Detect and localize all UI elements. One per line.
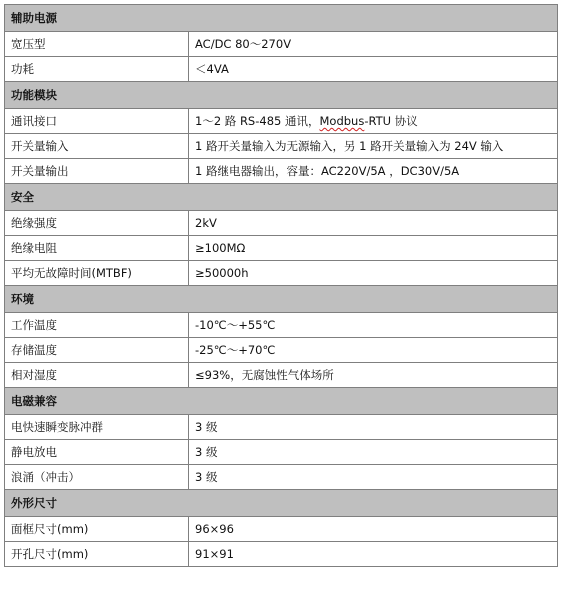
row-value: ≥100MΩ <box>189 236 558 261</box>
section-header-environment <box>5 286 558 313</box>
row-value: 3 级 <box>189 465 558 490</box>
table-row <box>5 32 558 57</box>
row-value: -25℃～+70℃ <box>189 338 558 363</box>
row-value: 91×91 <box>189 542 558 567</box>
row-value: 2kV <box>189 211 558 236</box>
table-row <box>5 57 558 82</box>
row-label: 绝缘电阻 <box>5 236 189 261</box>
table-row <box>5 134 558 159</box>
row-label: 通讯接口 <box>5 109 189 134</box>
table-row <box>5 261 558 286</box>
row-label: 静电放电 <box>5 440 189 465</box>
row-label: 电快速瞬变脉冲群 <box>5 415 189 440</box>
row-label: 浪涌（冲击） <box>5 465 189 490</box>
table-row <box>5 440 558 465</box>
row-value: ≥50000h <box>189 261 558 286</box>
row-value-tail: -RTU 协议 <box>364 114 418 128</box>
row-value: 3 级 <box>189 415 558 440</box>
section-title: 环境 <box>5 286 558 313</box>
row-value: ≤93%，无腐蚀性气体场所 <box>189 363 558 388</box>
section-title: 辅助电源 <box>5 5 558 32</box>
row-label: 相对湿度 <box>5 363 189 388</box>
table-row <box>5 109 558 134</box>
row-label: 开关量输入 <box>5 134 189 159</box>
row-value: -10℃～+55℃ <box>189 313 558 338</box>
section-header-aux-power <box>5 5 558 32</box>
table-row <box>5 465 558 490</box>
table-row <box>5 236 558 261</box>
section-header-emc <box>5 388 558 415</box>
row-label: 平均无故障时间(MTBF) <box>5 261 189 286</box>
row-value <box>189 109 558 134</box>
row-value: 96×96 <box>189 517 558 542</box>
row-value: 1 路继电器输出，容量：AC220V/5A ，DC30V/5A <box>189 159 558 184</box>
row-label: 工作温度 <box>5 313 189 338</box>
table-row <box>5 313 558 338</box>
row-label: 开关量输出 <box>5 159 189 184</box>
section-header-function <box>5 82 558 109</box>
row-label: 功耗 <box>5 57 189 82</box>
section-title: 功能模块 <box>5 82 558 109</box>
section-header-dimensions <box>5 490 558 517</box>
row-value: 3 级 <box>189 440 558 465</box>
section-header-safety <box>5 184 558 211</box>
row-label: 存储温度 <box>5 338 189 363</box>
row-label: 绝缘强度 <box>5 211 189 236</box>
table-row <box>5 159 558 184</box>
row-value: 1 路开关量输入为无源输入，另 1 路开关量输入为 24V 输入 <box>189 134 558 159</box>
spec-table <box>4 4 558 567</box>
table-row <box>5 363 558 388</box>
row-value: ＜4VA <box>189 57 558 82</box>
table-row <box>5 338 558 363</box>
table-row <box>5 517 558 542</box>
section-title: 电磁兼容 <box>5 388 558 415</box>
table-row <box>5 542 558 567</box>
table-row <box>5 415 558 440</box>
row-value: AC/DC 80～270V <box>189 32 558 57</box>
section-title: 外形尺寸 <box>5 490 558 517</box>
spellcheck-word: Modbus <box>319 114 365 128</box>
table-row <box>5 211 558 236</box>
section-title: 安全 <box>5 184 558 211</box>
row-value-text: 1～2 路 RS-485 通讯， <box>195 114 320 128</box>
row-label: 面框尺寸(mm) <box>5 517 189 542</box>
row-label: 开孔尺寸(mm) <box>5 542 189 567</box>
row-label: 宽压型 <box>5 32 189 57</box>
